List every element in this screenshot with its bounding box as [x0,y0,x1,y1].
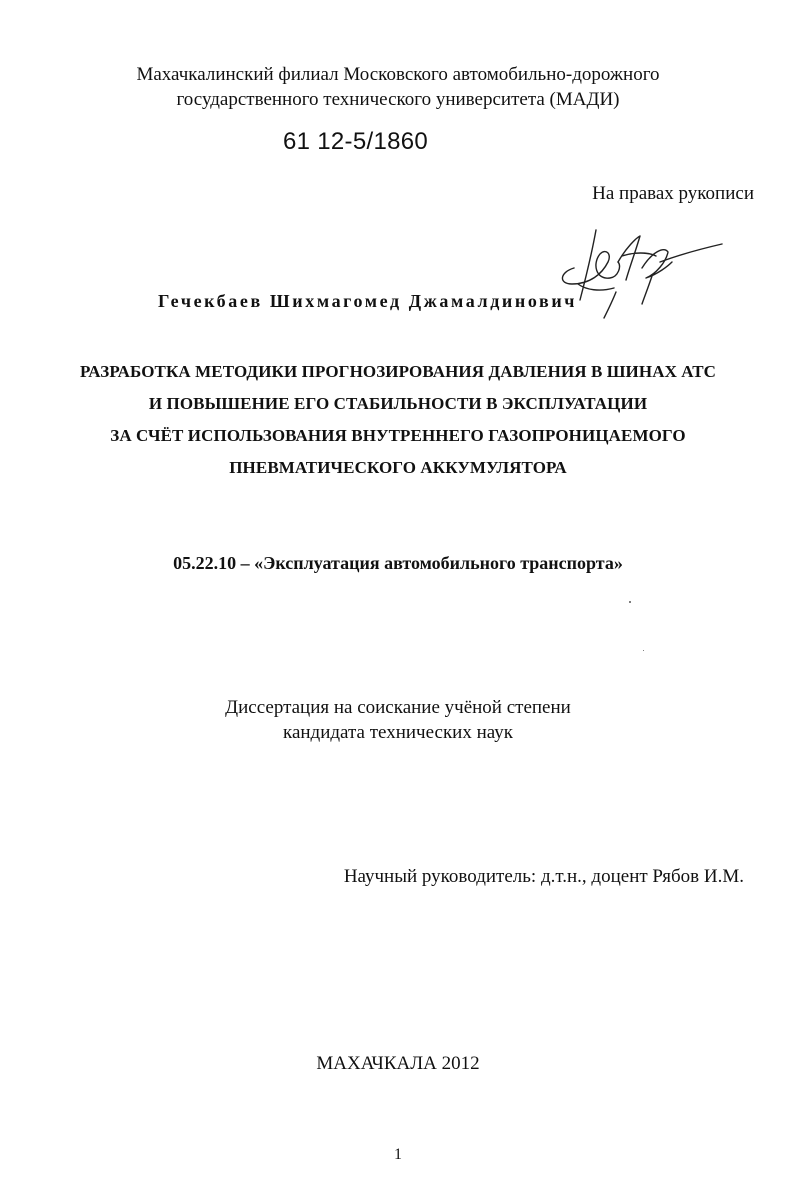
registration-number: 61 12-5/1860 [283,128,429,155]
title-line-4: ПНЕВМАТИЧЕСКОГО АККУМУЛЯТОРА [229,458,567,477]
scientific-supervisor: Научный руководитель: д.т.н., доцент Рябов И.М. [343,866,744,887]
handwritten-signature-icon [556,222,726,322]
title-line-3: ЗА СЧЁТ ИСПОЛЬЗОВАНИЯ ВНУТРЕННЕГО ГАЗОПРОНИЦАЕМОГО [110,426,686,445]
degree-line-2: кандидата технических наук [283,722,513,743]
degree-statement [0,695,796,745]
degree-line-1: Диссертация на соискание учёной степени [225,697,571,718]
institution-line-1: Махачкалинский филиал Московского автомобильно-дорожного [136,64,660,85]
title-line-1: РАЗРАБОТКА МЕТОДИКИ ПРОГНОЗИРОВАНИЯ ДАВЛЕНИЯ В ШИНАХ АТС [79,362,717,381]
scan-speck [643,650,644,651]
institution-name [0,62,796,112]
institution-line-2: государственного технического университета (МАДИ) [176,89,620,110]
page-number: 1 [394,1146,402,1163]
manuscript-rights-note: На правах рукописи [592,183,754,204]
specialty-code: 05.22.10 – «Эксплуатация автомобильного транспорта» [173,553,623,573]
author-name: Гечекбаев Шихмагомед Джамалдинович [158,291,578,311]
scan-speck [629,601,631,603]
city-and-year: МАХАЧКАЛА 2012 [316,1053,480,1074]
title-line-2: И ПОВЫШЕНИЕ ЕГО СТАБИЛЬНОСТИ В ЭКСПЛУАТАЦИИ [148,394,648,413]
dissertation-title [0,356,796,484]
